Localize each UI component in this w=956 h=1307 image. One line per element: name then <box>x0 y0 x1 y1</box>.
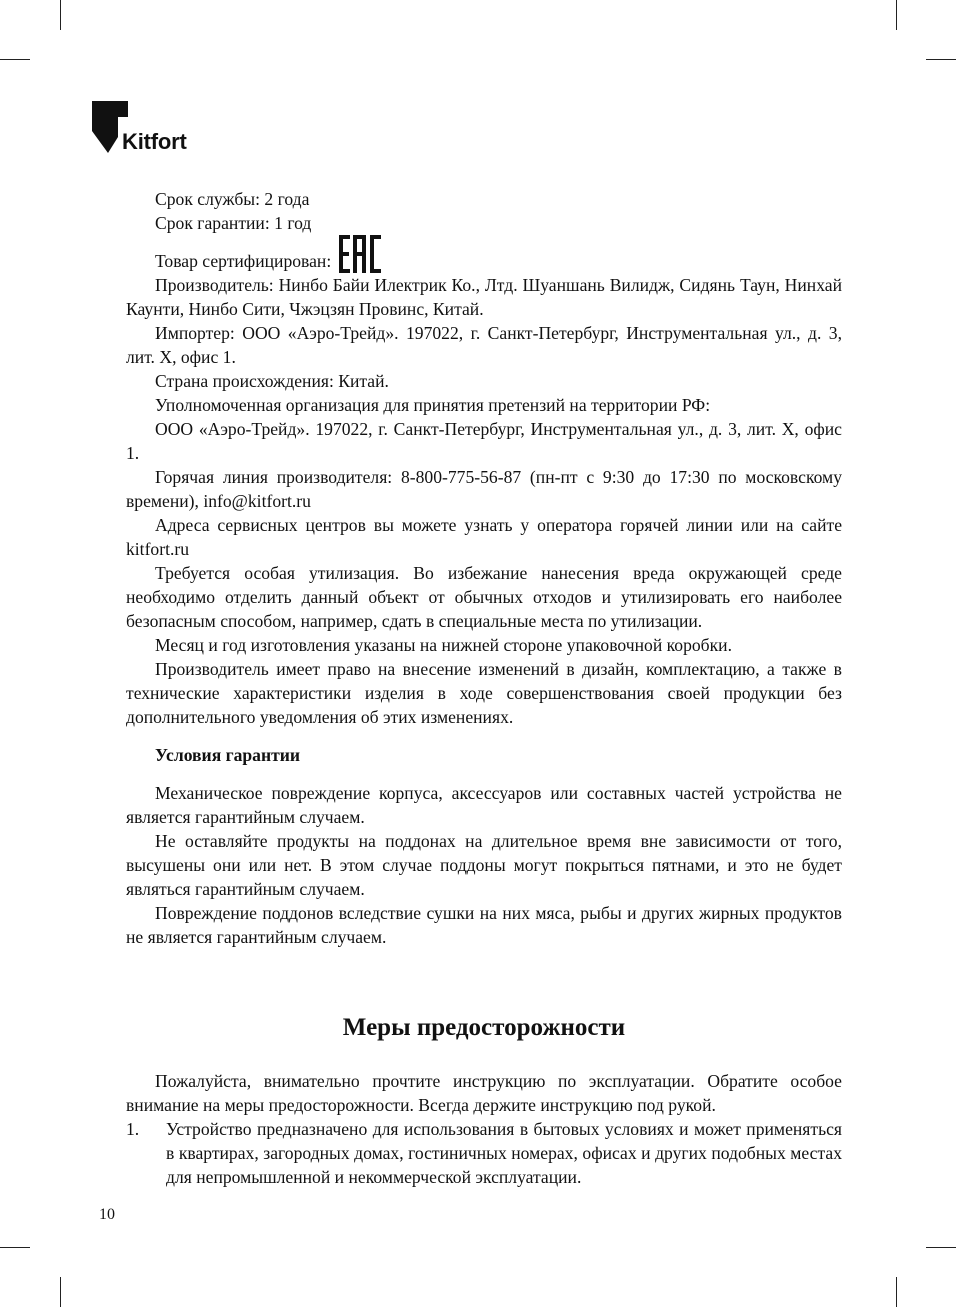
crop-mark-top-left-v <box>60 0 61 30</box>
document-body <box>126 187 842 1189</box>
crop-mark-top-left-h <box>0 59 30 60</box>
country-of-origin: Страна происхождения: Китай. <box>155 371 389 391</box>
crop-mark-top-right-v <box>896 0 897 30</box>
claims-organization-label: Уполномоченная организация для принятия претензий на территории РФ: <box>155 395 711 415</box>
kitfort-logo <box>92 101 212 157</box>
crop-mark-bottom-left-h <box>0 1247 30 1248</box>
section-title: Меры предосторожности <box>342 1014 626 1041</box>
crop-mark-bottom-right-h <box>926 1247 956 1248</box>
service-life: Срок службы: 2 года <box>155 189 310 209</box>
precautions-intro: Пожалуйста, внимательно прочтите инструкцию по эксплуатации. Обратите особое внимание на меры предосторожности. Всегда держите инструкцию под рукой. <box>126 1071 842 1115</box>
warranty-period: Срок гарантии: 1 год <box>155 213 312 233</box>
manufacture-date: Месяц и год изготовления указаны на нижней стороне упаковочной коробки. <box>155 635 732 655</box>
list-item <box>126 1117 842 1189</box>
service-centers: Адреса сервисных центров вы можете узнать у оператора горячей линии или на сайте kitfort.ru <box>126 515 842 559</box>
certification-label: Товар сертифицирован: <box>155 251 332 271</box>
warranty-heading: Условия гарантии <box>155 745 301 765</box>
warranty-paragraph: Не оставляйте продукты на поддонах на длительное время вне зависимости от того, высушены они или нет. В этом случае поддоны могут покрыться пятнами, и это не будет являться гарантийным случаем. <box>126 831 842 899</box>
crop-mark-bottom-right-v <box>896 1277 897 1307</box>
warranty-paragraph: Повреждение поддонов вследствие сушки на них мяса, рыбы и других жирных продуктов не является гарантийным случаем. <box>126 903 842 947</box>
manufacturer-rights: Производитель имеет право на внесение изменений в дизайн, комплектацию, а также в технические характеристики изделия в ходе совершенствования своей продукции без дополнительного уведомления об этих изменениях. <box>126 659 842 727</box>
list-item-number: 1. <box>126 1119 140 1139</box>
hotline: Горячая линия производителя: 8-800-775-56-87 (пн-пт с 9:30 до 17:30 по московскому времени), info@kitfort.ru <box>126 467 842 511</box>
manufacturer: Производитель: Нинбо Байи Илектрик Ко., Лтд. Шуаншань Вилидж, Сидянь Таун, Нинхай Каунти, Нинбо Сити, Чжэцзян Провинс, Китай. <box>126 275 842 319</box>
page-number: 10 <box>99 1206 115 1223</box>
eac-mark-icon <box>339 235 381 273</box>
certification-line <box>126 235 842 273</box>
list-item-text: Устройство предназначено для использования в бытовых условиях и может применяться в квартирах, загородных домах, гостиничных номерах, офисах и других подобных местах для непромышленной и некоммерческой эксплуатации. <box>166 1119 842 1187</box>
disposal: Требуется особая утилизация. Во избежание нанесения вреда окружающей среде необходимо отделить данный объект от обычных отходов и утилизировать его наиболее безопасным способом, например, сдать в специальные места по утилизации. <box>126 563 842 631</box>
crop-mark-top-right-h <box>926 59 956 60</box>
warranty-paragraph: Механическое повреждение корпуса, аксессуаров или составных частей устройства не является гарантийным случаем. <box>126 783 842 827</box>
importer: Импортер: ООО «Аэро-Трейд». 197022, г. Санкт-Петербург, Инструментальная ул., д. 3, лит. Х, офис 1. <box>126 323 842 367</box>
crop-mark-bottom-left-v <box>60 1277 61 1307</box>
claims-organization: ООО «Аэро-Трейд». 197022, г. Санкт-Петербург, Инструментальная ул., д. 3, лит. Х, офис 1. <box>126 419 842 463</box>
brand-name: Kitfort <box>122 129 187 154</box>
